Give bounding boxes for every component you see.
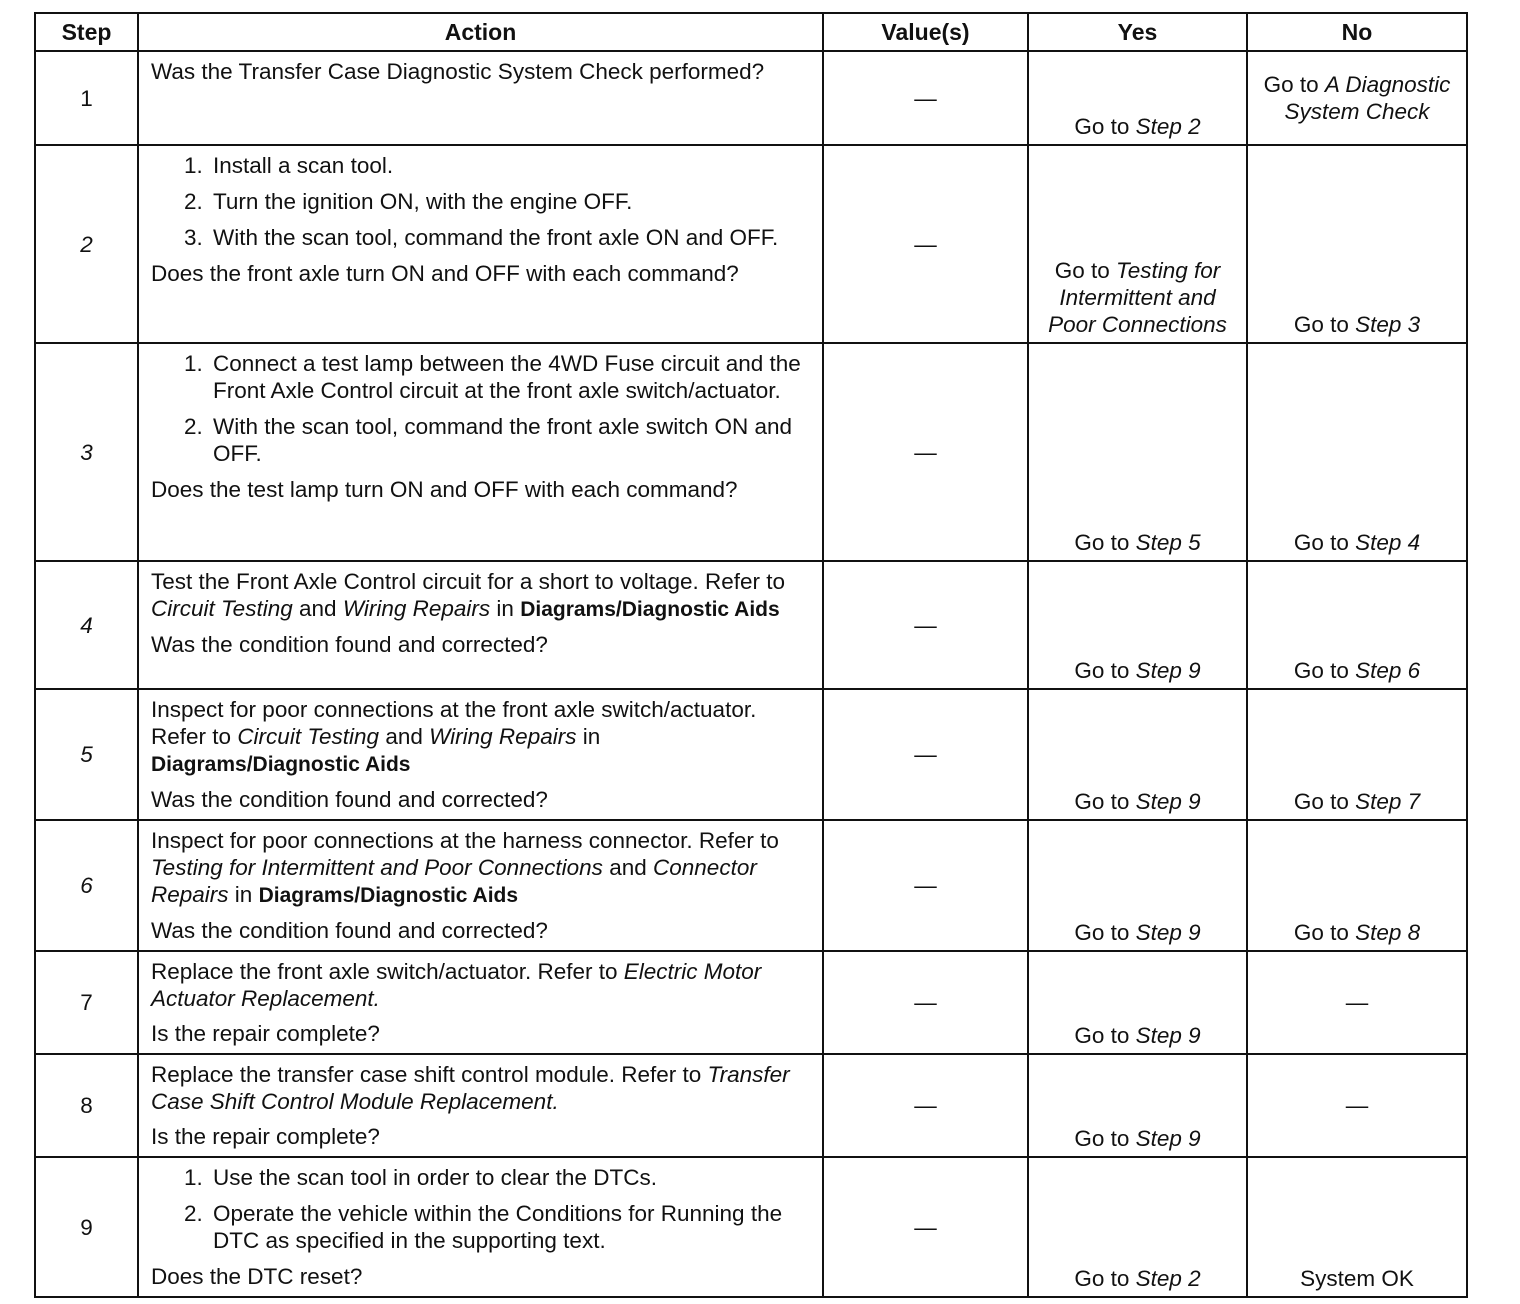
action-cell [138,145,823,343]
header-row [35,13,1467,51]
table-row [35,145,1467,343]
yes-cell [1028,820,1247,951]
reference-link[interactable]: Transfer Case Shift Control Module Replacement. [151,1062,790,1114]
go-to-text: Go to [1074,1126,1130,1151]
no-cell: — [1247,1054,1467,1157]
value-cell: — [823,951,1028,1054]
table-row [35,343,1467,561]
section-reference[interactable]: Diagrams/Diagnostic Aids [151,753,411,776]
action-list-item: 2. Operate the vehicle within the Conditions for Running the DTC as specified in the supporting text. [209,1200,814,1254]
go-to-text: Go to [1263,72,1319,97]
reference-link[interactable]: Wiring Repairs [342,596,491,621]
value-cell: — [823,1054,1028,1157]
text-run: in [582,724,601,749]
go-to-text: Go to [1293,658,1349,683]
action-text [151,958,814,1012]
action-list-item: 3. With the scan tool, command the front axle ON and OFF. [209,224,814,251]
yes-target-link[interactable]: Step 9 [1135,1126,1201,1151]
yes-target-link[interactable]: Step 9 [1135,920,1201,945]
action-cell [138,820,823,951]
action-cell [138,689,823,820]
action-list-item: 2. With the scan tool, command the front axle switch ON and OFF. [209,413,814,467]
value-cell: — [823,689,1028,820]
header-yes: Yes [1028,13,1247,51]
value-cell: — [823,343,1028,561]
action-text [151,1061,814,1115]
go-to-text: Go to [1074,1023,1130,1048]
header-action: Action [138,13,823,51]
go-to-text: Go to [1293,789,1349,814]
action-question: Is the repair complete? [151,1021,380,1046]
yes-target-link[interactable]: Step 2 [1135,1266,1201,1291]
step-number: 9 [35,1157,138,1297]
step-number: 4 [35,561,138,689]
reference-link[interactable]: Testing for Intermittent and Poor Connections [151,855,603,880]
go-to-text: Go to [1293,530,1349,555]
no-target-link[interactable]: Step 6 [1355,658,1421,683]
step-number: 8 [35,1054,138,1157]
text-run: and [609,855,647,880]
no-cell [1247,561,1467,689]
yes-target-link[interactable]: Step 5 [1135,530,1201,555]
no-cell [1247,820,1467,951]
text-run: in [234,882,253,907]
text-run: and [299,596,337,621]
table-row [35,561,1467,689]
text-run: Test the Front Axle Control circuit for a short to voltage. Refer to [151,569,786,594]
table-row [35,1054,1467,1157]
no-target-link[interactable]: A Diagnostic System Check [1284,72,1451,124]
go-to-text: Go to [1074,530,1130,555]
value-cell: — [823,561,1028,689]
reference-link[interactable]: Connector Repairs [151,855,757,907]
action-question: Was the Transfer Case Diagnostic System Check performed? [151,59,765,84]
action-question: Does the test lamp turn ON and OFF with each command? [151,477,738,502]
header-no: No [1247,13,1467,51]
yes-cell [1028,951,1247,1054]
table-row [35,51,1467,145]
action-question: Does the DTC reset? [151,1264,363,1289]
text-run: Inspect for poor connections at the front axle switch/actuator. Refer to [151,697,757,749]
go-to-text: Go to [1074,920,1130,945]
action-list-item: 1. Install a scan tool. [209,152,814,179]
yes-target-link[interactable]: Step 9 [1135,1023,1201,1048]
action-list-item: 1. Connect a test lamp between the 4WD Fuse circuit and the Front Axle Control circuit at the front axle switch/actuator. [209,350,814,404]
step-number: 7 [35,951,138,1054]
value-cell: — [823,145,1028,343]
action-question: Is the repair complete? [151,1124,380,1149]
table-row [35,951,1467,1054]
action-text [151,568,814,623]
action-list [151,350,814,467]
step-number: 2 [35,145,138,343]
header-step: Step [35,13,138,51]
text-run: Replace the transfer case shift control module. Refer to [151,1062,702,1087]
diagnostic-table [34,12,1468,1298]
action-list-item: 1. Use the scan tool in order to clear the DTCs. [209,1164,814,1191]
text-run: and [385,724,423,749]
no-cell [1247,343,1467,561]
action-question: Was the condition found and corrected? [151,787,548,812]
no-target-link[interactable]: Step 3 [1355,312,1421,337]
section-reference[interactable]: Diagrams/Diagnostic Aids [258,884,519,907]
step-number: 6 [35,820,138,951]
go-to-text: Go to [1293,920,1349,945]
yes-cell [1028,51,1247,145]
table-row [35,1157,1467,1297]
action-list [151,152,814,251]
no-cell [1247,51,1467,145]
action-cell [138,1157,823,1297]
go-to-text: Go to [1054,258,1110,283]
value-cell: — [823,51,1028,145]
section-reference[interactable]: Diagrams/Diagnostic Aids [520,598,780,621]
action-cell [138,51,823,145]
header-values: Value(s) [823,13,1028,51]
reference-link[interactable]: Electric Motor Actuator Replacement. [151,959,762,1011]
yes-target-link[interactable]: Testing for Intermittent and Poor Connections [1048,258,1227,337]
no-cell: — [1247,951,1467,1054]
step-number: 1 [35,51,138,145]
yes-target-link[interactable]: Step 9 [1135,658,1201,683]
go-to-text: Go to [1074,658,1130,683]
step-number: 3 [35,343,138,561]
value-cell: — [823,820,1028,951]
yes-cell [1028,1157,1247,1297]
go-to-text: Go to [1293,312,1349,337]
yes-cell [1028,343,1247,561]
text-run: Inspect for poor connections at the harness connector. Refer to [151,828,779,853]
action-question: Was the condition found and corrected? [151,918,548,943]
yes-cell [1028,561,1247,689]
text-run: Replace the front axle switch/actuator. Refer to [151,959,618,984]
action-cell [138,343,823,561]
action-text [151,827,814,909]
no-cell: System OK [1247,1157,1467,1297]
diagnostic-table-container [34,12,1466,1298]
step-number: 5 [35,689,138,820]
go-to-text: Go to [1074,114,1130,139]
go-to-text: Go to [1074,789,1130,814]
yes-cell [1028,145,1247,343]
text-run: in [496,596,514,621]
action-question: Does the front axle turn ON and OFF with each command? [151,261,739,286]
reference-link[interactable]: Circuit Testing [237,724,380,749]
reference-link[interactable]: Circuit Testing [151,596,293,621]
reference-link[interactable]: Wiring Repairs [429,724,577,749]
no-target-link[interactable]: Step 4 [1355,530,1421,555]
yes-target-link[interactable]: Step 9 [1135,789,1201,814]
action-cell [138,951,823,1054]
no-cell [1247,145,1467,343]
no-target-link[interactable]: Step 8 [1355,920,1421,945]
no-target-link[interactable]: Step 7 [1355,789,1421,814]
table-row [35,820,1467,951]
action-cell [138,561,823,689]
yes-target-link[interactable]: Step 2 [1135,114,1201,139]
go-to-text: Go to [1074,1266,1130,1291]
table-row [35,689,1467,820]
yes-cell [1028,689,1247,820]
action-list-item: 2. Turn the ignition ON, with the engine OFF. [209,188,814,215]
action-list [151,1164,814,1254]
yes-cell [1028,1054,1247,1157]
no-cell [1247,689,1467,820]
action-question: Was the condition found and corrected? [151,632,548,657]
value-cell: — [823,1157,1028,1297]
action-cell [138,1054,823,1157]
action-text [151,696,814,778]
